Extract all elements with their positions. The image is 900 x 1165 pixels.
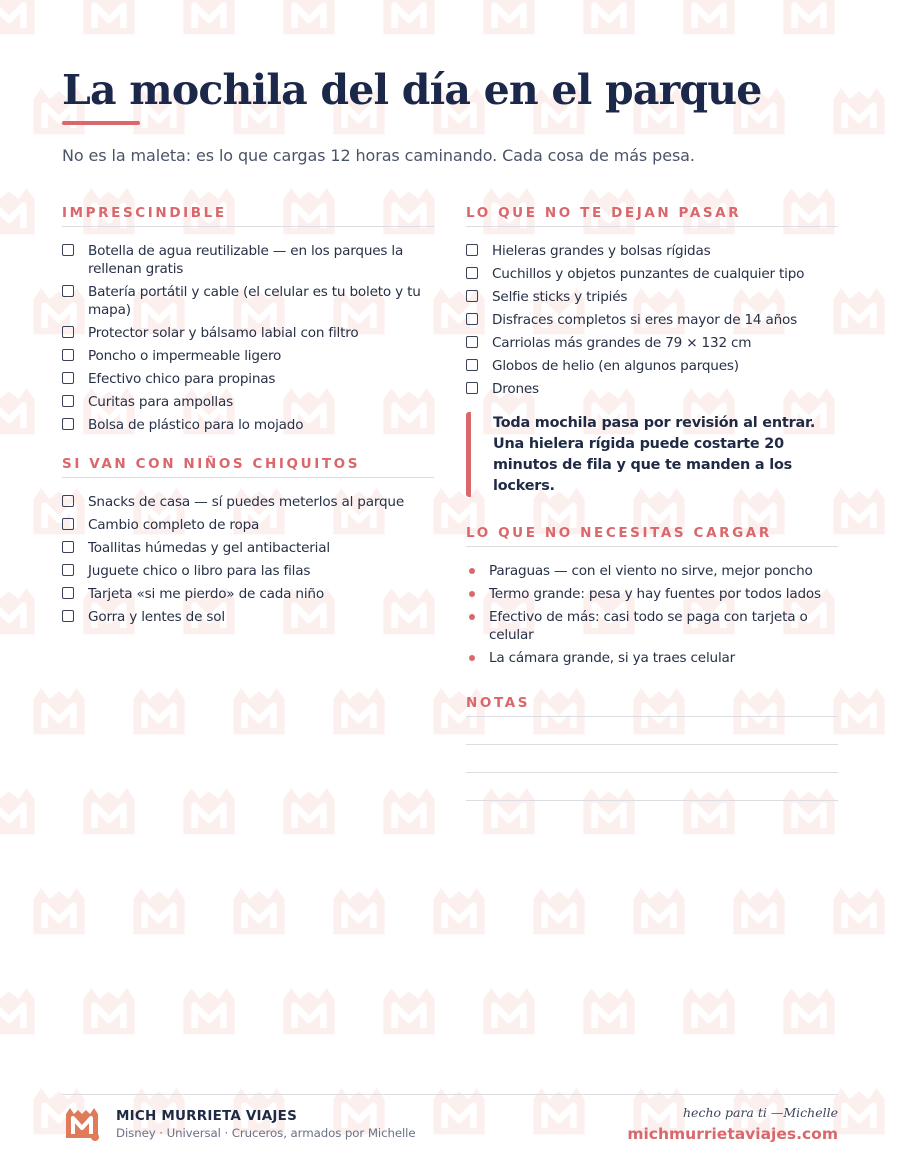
- checkbox[interactable]: [62, 495, 74, 507]
- checkbox[interactable]: [466, 290, 478, 302]
- castle-m-logo-icon: [62, 1104, 102, 1144]
- checkbox[interactable]: [62, 244, 74, 256]
- checkbox[interactable]: [62, 564, 74, 576]
- checklist-item: [466, 311, 838, 329]
- item-label: Carriolas más grandes de 79 × 132 cm: [492, 335, 752, 351]
- item-label: Drones: [492, 381, 539, 397]
- checklist: [62, 493, 434, 626]
- checklist-item: [62, 493, 434, 511]
- checklist-item: [466, 242, 838, 260]
- section-prohibido: [466, 205, 838, 497]
- signoff: hecho para ti —Michelle: [683, 1105, 838, 1120]
- checkbox[interactable]: [62, 610, 74, 622]
- section-heading: NOTAS: [466, 695, 838, 717]
- checkbox[interactable]: [62, 326, 74, 338]
- checkbox[interactable]: [62, 541, 74, 553]
- checklist-item: [62, 608, 434, 626]
- checklist-item: [62, 242, 434, 278]
- checklist-item: [466, 334, 838, 352]
- section-notas: [466, 695, 838, 801]
- checkbox[interactable]: [466, 359, 478, 371]
- checklist: [62, 242, 434, 434]
- list-item: [466, 608, 838, 644]
- checkbox[interactable]: [466, 336, 478, 348]
- brand-tagline: Disney · Universal · Cruceros, armados por Michelle: [116, 1126, 416, 1140]
- checklist-item: [62, 539, 434, 557]
- bullet-dot-icon: [469, 655, 475, 661]
- bullet-dot-icon: [469, 614, 475, 620]
- checklist-item: [466, 288, 838, 306]
- checklist-item: [62, 370, 434, 388]
- item-label: Cuchillos y objetos punzantes de cualquier tipo: [492, 266, 805, 282]
- item-label: Disfraces completos si eres mayor de 14 años: [492, 312, 798, 328]
- section-heading: LO QUE NO NECESITAS CARGAR: [466, 525, 838, 547]
- item-label: Snacks de casa — sí puedes meterlos al parque: [88, 494, 405, 510]
- checklist-item: [62, 324, 434, 342]
- list-item: [466, 585, 838, 603]
- checkbox[interactable]: [62, 395, 74, 407]
- section-no-necesitas: [466, 525, 838, 667]
- section-ninos: [62, 456, 434, 626]
- item-label: Hieleras grandes y bolsas rígidas: [492, 243, 711, 259]
- item-label: Globos de helio (en algunos parques): [492, 358, 739, 374]
- checkbox[interactable]: [62, 349, 74, 361]
- item-label: Curitas para ampollas: [88, 394, 234, 410]
- callout-note: Toda mochila pasa por revisión al entrar. Una hielera rígida puede costarte 20 minutos de fila y que te manden a los lockers.: [466, 412, 838, 497]
- title-underline: [62, 121, 140, 125]
- website-link[interactable]: michmurrietaviajes.com: [627, 1125, 838, 1143]
- item-label: Efectivo de más: casi todo se paga con tarjeta o celular: [489, 609, 808, 643]
- right-column: [466, 205, 838, 801]
- item-label: Bolsa de plástico para lo mojado: [88, 417, 304, 433]
- checkbox[interactable]: [466, 382, 478, 394]
- item-label: Cambio completo de ropa: [88, 517, 260, 533]
- checklist-item: [62, 283, 434, 319]
- left-column: [62, 205, 434, 631]
- checkbox[interactable]: [62, 587, 74, 599]
- brand-name: MICH MURRIETA VIAJES: [116, 1108, 297, 1124]
- checklist-item: [466, 265, 838, 283]
- section-imprescindible: [62, 205, 434, 434]
- checklist-item: [62, 347, 434, 365]
- checklist-item: [466, 357, 838, 375]
- item-label: Tarjeta «si me pierdo» de cada niño: [88, 586, 324, 602]
- item-label: Botella de agua reutilizable — en los parques la rellenan gratis: [88, 243, 404, 277]
- item-label: Efectivo chico para propinas: [88, 371, 276, 387]
- note-line[interactable]: [466, 745, 838, 773]
- item-label: Termo grande: pesa y hay fuentes por todos lados: [489, 586, 821, 602]
- page-title: La mochila del día en el parque: [62, 66, 762, 114]
- page-subtitle: No es la maleta: es lo que cargas 12 horas caminando. Cada cosa de más pesa.: [62, 146, 695, 165]
- note-line[interactable]: [466, 773, 838, 801]
- item-label: Juguete chico o libro para las filas: [88, 563, 311, 579]
- item-label: La cámara grande, si ya traes celular: [489, 650, 736, 666]
- checklist-item: [62, 416, 434, 434]
- checkbox[interactable]: [62, 518, 74, 530]
- bullet-dot-icon: [469, 568, 475, 574]
- checkbox[interactable]: [62, 285, 74, 297]
- checklist-item: [62, 516, 434, 534]
- item-label: Paraguas — con el viento no sirve, mejor poncho: [489, 563, 813, 579]
- checkbox[interactable]: [466, 313, 478, 325]
- checklist: [466, 242, 838, 398]
- checkbox[interactable]: [62, 418, 74, 430]
- list-item: [466, 562, 838, 580]
- note-line[interactable]: [466, 717, 838, 745]
- checklist-item: [466, 380, 838, 398]
- bullet-list: [466, 562, 838, 667]
- checklist-item: [62, 585, 434, 603]
- bullet-dot-icon: [469, 591, 475, 597]
- item-label: Toallitas húmedas y gel antibacterial: [88, 540, 330, 556]
- checkbox[interactable]: [466, 244, 478, 256]
- item-label: Batería portátil y cable (el celular es tu boleto y tu mapa): [88, 284, 421, 318]
- item-label: Gorra y lentes de sol: [88, 609, 225, 625]
- item-label: Protector solar y bálsamo labial con filtro: [88, 325, 359, 341]
- item-label: Selfie sticks y tripiés: [492, 289, 628, 305]
- checkbox[interactable]: [62, 372, 74, 384]
- section-heading: LO QUE NO TE DEJAN PASAR: [466, 205, 838, 227]
- section-heading: SI VAN CON NIÑOS CHIQUITOS: [62, 456, 434, 478]
- footer-divider: [62, 1094, 838, 1095]
- item-label: Poncho o impermeable ligero: [88, 348, 282, 364]
- checklist-item: [62, 393, 434, 411]
- checkbox[interactable]: [466, 267, 478, 279]
- list-item: [466, 649, 838, 667]
- section-heading: IMPRESCINDIBLE: [62, 205, 434, 227]
- checklist-item: [62, 562, 434, 580]
